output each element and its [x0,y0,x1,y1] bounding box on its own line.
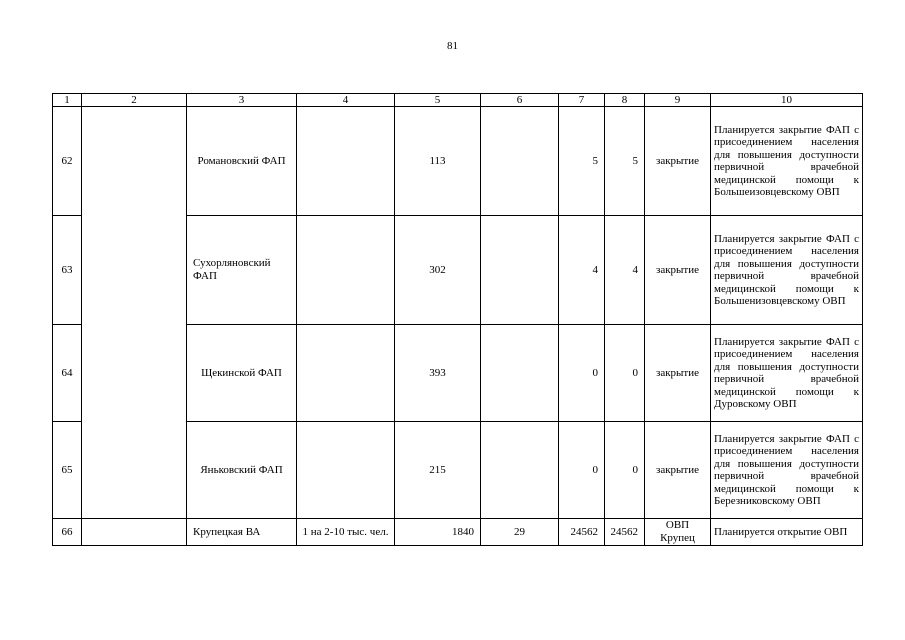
norm-cell: 1 на 2-10 тыс. чел. [297,519,395,546]
facilities-table [52,93,863,546]
population-cell: 302 [395,216,481,325]
column-6-cell [481,216,559,325]
district-cell [82,519,187,546]
column-7-cell: 5 [559,107,605,216]
note-cell: Планируется закрытие ФАП с присоединением населения для повышения доступности первичной врачебной медицинской помощи к Большенизовцевскому ОВП [711,216,863,325]
column-6-cell [481,422,559,519]
action-cell: ОВП Крупец [645,519,711,546]
column-header: 7 [559,94,605,107]
row-number-cell: 65 [53,422,82,519]
norm-cell [297,216,395,325]
table-row [53,107,863,216]
row-number-cell: 63 [53,216,82,325]
row-number-cell: 66 [53,519,82,546]
note-cell: Планируется закрытие ФАП с присоединением населения для повышения доступности первичной врачебной медицинской помощи к Дуровскому ОВП [711,325,863,422]
column-header: 10 [711,94,863,107]
column-7-cell: 0 [559,325,605,422]
note-cell: Планируется открытие ОВП [711,519,863,546]
column-6-cell [481,325,559,422]
column-header: 8 [605,94,645,107]
column-header: 3 [187,94,297,107]
page-number: 81 [447,40,458,52]
row-number-cell: 64 [53,325,82,422]
row-number-cell: 62 [53,107,82,216]
column-header: 2 [82,94,187,107]
column-header: 9 [645,94,711,107]
population-cell: 113 [395,107,481,216]
column-8-cell: 24562 [605,519,645,546]
column-header: 6 [481,94,559,107]
population-cell: 393 [395,325,481,422]
action-cell: закрытие [645,107,711,216]
column-8-cell: 0 [605,325,645,422]
column-6-cell [481,107,559,216]
facility-name-cell: Романовский ФАП [187,107,297,216]
column-8-cell: 5 [605,107,645,216]
note-cell: Планируется закрытие ФАП с присоединением населения для повышения доступности первичной врачебной медицинской помощи к Большеизовцевскому ОВП [711,107,863,216]
norm-cell [297,107,395,216]
column-header: 5 [395,94,481,107]
district-cell [82,107,187,519]
column-7-cell: 4 [559,216,605,325]
column-7-cell: 24562 [559,519,605,546]
column-header: 1 [53,94,82,107]
column-6-cell: 29 [481,519,559,546]
facility-name-cell: Сухорляновский ФАП [187,216,297,325]
facility-name-cell: Яньковский ФАП [187,422,297,519]
table-header-row [53,94,863,107]
action-cell: закрытие [645,325,711,422]
note-cell: Планируется закрытие ФАП с присоединением населения для повышения доступности первичной врачебной медицинской помощи к Березниковскому ОВП [711,422,863,519]
population-cell: 215 [395,422,481,519]
norm-cell [297,422,395,519]
facility-name-cell: Щекинской ФАП [187,325,297,422]
action-cell: закрытие [645,216,711,325]
column-8-cell: 0 [605,422,645,519]
population-cell: 1840 [395,519,481,546]
column-8-cell: 4 [605,216,645,325]
table-row [53,519,863,546]
column-header: 4 [297,94,395,107]
action-cell: закрытие [645,422,711,519]
column-7-cell: 0 [559,422,605,519]
norm-cell [297,325,395,422]
facility-name-cell: Крупецкая ВА [187,519,297,546]
